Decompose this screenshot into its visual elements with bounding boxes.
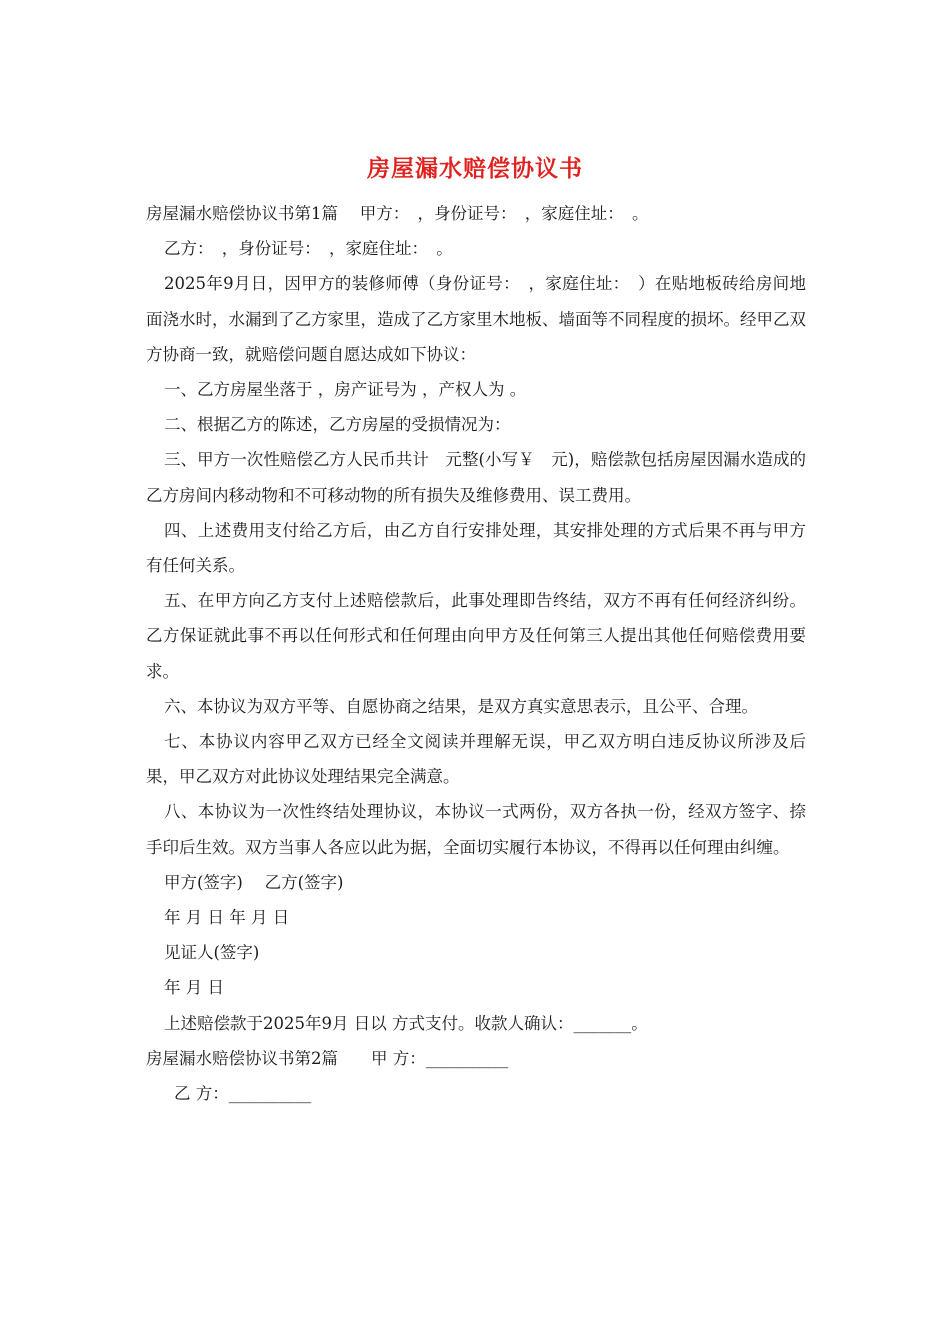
clause-3: 三、甲方一次性赔偿乙方人民币共计 元整(小写￥ 元)，赔偿款包括房屋因漏水造成的乙方房间内移动物和不可移动物的所有损失及维修费用、误工费用。 xyxy=(146,450,806,505)
signature-line: 甲方(签字) 乙方(签字) xyxy=(164,872,344,892)
clause-7: 七、本协议内容甲乙双方已经全文阅读并理解无误，甲乙双方明白违反协议所涉及后果，甲乙双方对此协议处理结果完全满意。 xyxy=(146,732,806,787)
clause-5: 五、在甲方向乙方支付上述赔偿款后，此事处理即告终结，双方不再有任何经济纠纷。乙方保证就此事不再以任何形式和任何理由向甲方及任何第三人提出其他任何赔偿费用要求。 xyxy=(146,591,806,681)
clause-1: 一、乙方房屋坐落于 ，房产证号为 ，产权人为 。 xyxy=(164,380,527,400)
clause-4: 四、上述费用支付给乙方后，由乙方自行安排处理，其安排处理的方式后果不再与甲方有任何关系。 xyxy=(146,520,806,576)
clause-6: 六、本协议为双方平等、自愿协商之结果，是双方真实意思表示，且公平、合理。 xyxy=(164,696,758,716)
document-body xyxy=(146,196,806,1111)
party-b-line: 乙方： ，身份证号： ，家庭住址： 。 xyxy=(164,239,453,259)
witness-signature-line: 见证人(签字) xyxy=(164,943,260,963)
intro-paragraph: 2025年9月日，因甲方的装修师傅（身份证号： ，家庭住址： ）在贴地板砖给房间地面浇水时，水漏到了乙方家里，造成了乙方家里木地板、墙面等不同程度的损坏。经甲乙双方协商一致，就赔偿问题自愿达成如下协议： xyxy=(146,274,806,364)
part1-header-line: 房屋漏水赔偿协议书第1篇 甲方： ，身份证号： ，家庭住址： 。 xyxy=(146,204,649,223)
clause-8: 八、本协议为一次性终结处理协议，本协议一式两份，双方各执一份，经双方签字、捺手印后生效。双方当事人各应以此为据，全面切实履行本协议，不得再以任何理由纠缠。 xyxy=(146,802,806,857)
part2-header-line: 房屋漏水赔偿协议书第2篇 甲 方：__________ xyxy=(146,1048,509,1068)
witness-date-line: 年 月 日 xyxy=(164,978,224,998)
part2-party-b-line: 乙 方：__________ xyxy=(174,1084,312,1104)
clause-2: 二、根据乙方的陈述，乙方房屋的受损情况为： xyxy=(164,415,511,435)
payment-confirmation-line: 上述赔偿款于2025年9月 日以 方式支付。收款人确认：_______。 xyxy=(164,1013,648,1033)
document-title: 房屋漏水赔偿协议书 xyxy=(367,155,583,182)
signature-date-line: 年 月 日 年 月 日 xyxy=(164,908,290,928)
